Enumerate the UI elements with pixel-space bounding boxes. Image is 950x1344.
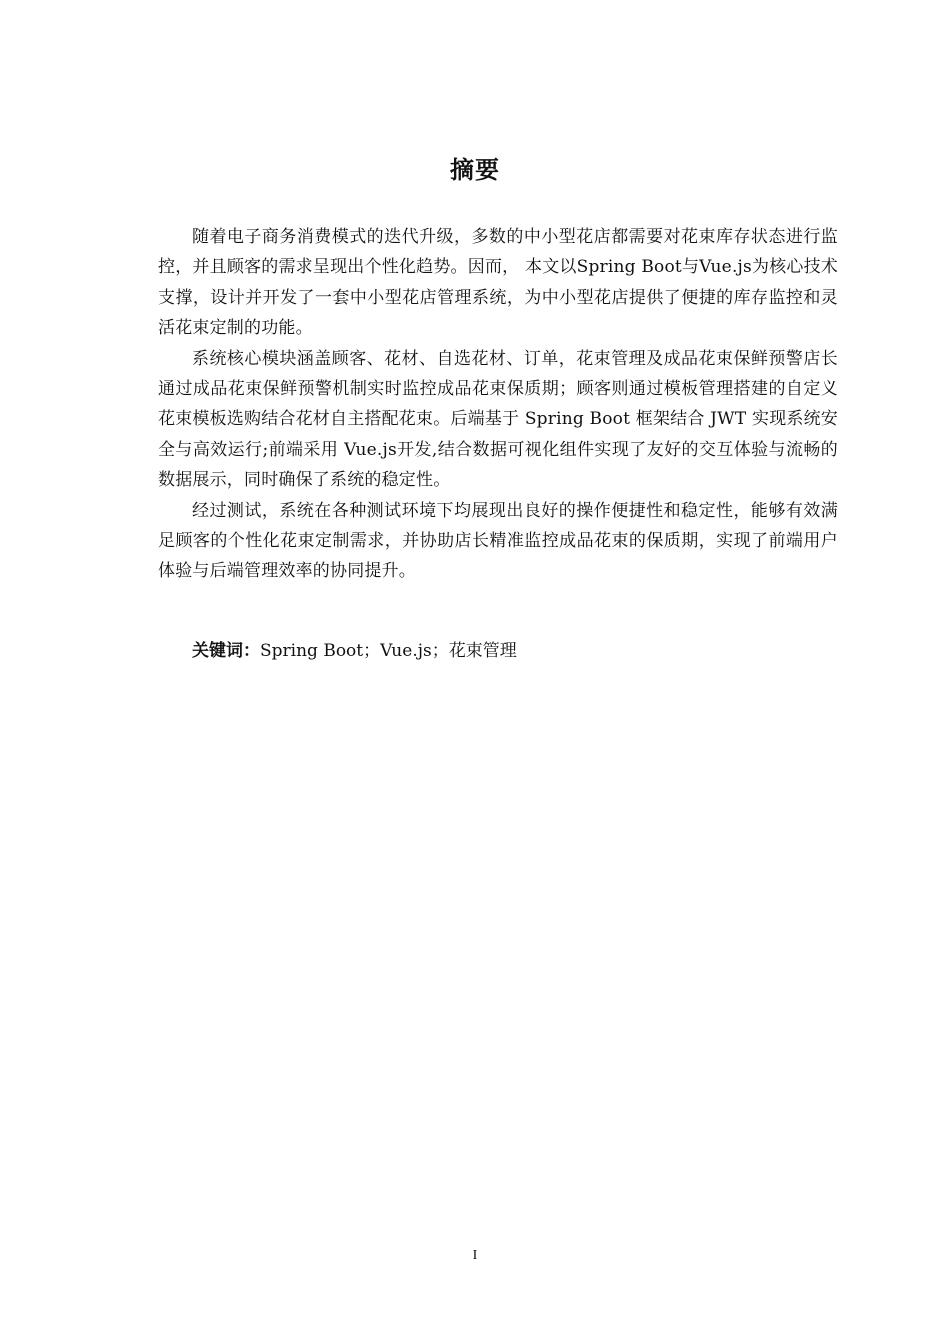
abstract-paragraph-1: 随着电子商务消费模式的迭代升级，多数的中小型花店都需要对花束库存状态进行监控，并且顾客的需求呈现出个性化趋势。因而， 本文以Spring Boot与Vue.js为核心技术支撑，设计并开发了一套中小型花店管理系统，为中小型花店提供了便捷的库存监控和灵活花束定制的功能。 (158, 227, 838, 339)
keywords-label: 关键词： (192, 641, 260, 661)
keywords-line (192, 636, 517, 666)
page-number: I (472, 1248, 478, 1263)
keywords-value: Spring Boot；Vue.js；花束管理 (260, 641, 517, 661)
abstract-paragraph-2: 系统核心模块涵盖顾客、花材、自选花材、订单，花束管理及成品花束保鲜预警店长通过成品花束保鲜预警机制实时监控成品花束保质期；顾客则通过模板管理搭建的自定义花束模板选购结合花材自主搭配花束。后端基于 Spring Boot 框架结合 JWT 实现系统安全与高效运行;前端采用 Vue.js开发,结合数据可视化组件实现了友好的交互体验与流畅的数据展示，同时确保了系统的稳定性。 (158, 348, 838, 491)
abstract-body (158, 222, 838, 587)
abstract-paragraph-3: 经过测试，系统在各种测试环境下均展现出良好的操作便捷性和稳定性，能够有效满足顾客的个性化花束定制需求，并协助店长精准监控成品花束的保质期，实现了前端用户体验与后端管理效率的协同提升。 (158, 500, 838, 582)
abstract-title: 摘要 (450, 156, 500, 184)
